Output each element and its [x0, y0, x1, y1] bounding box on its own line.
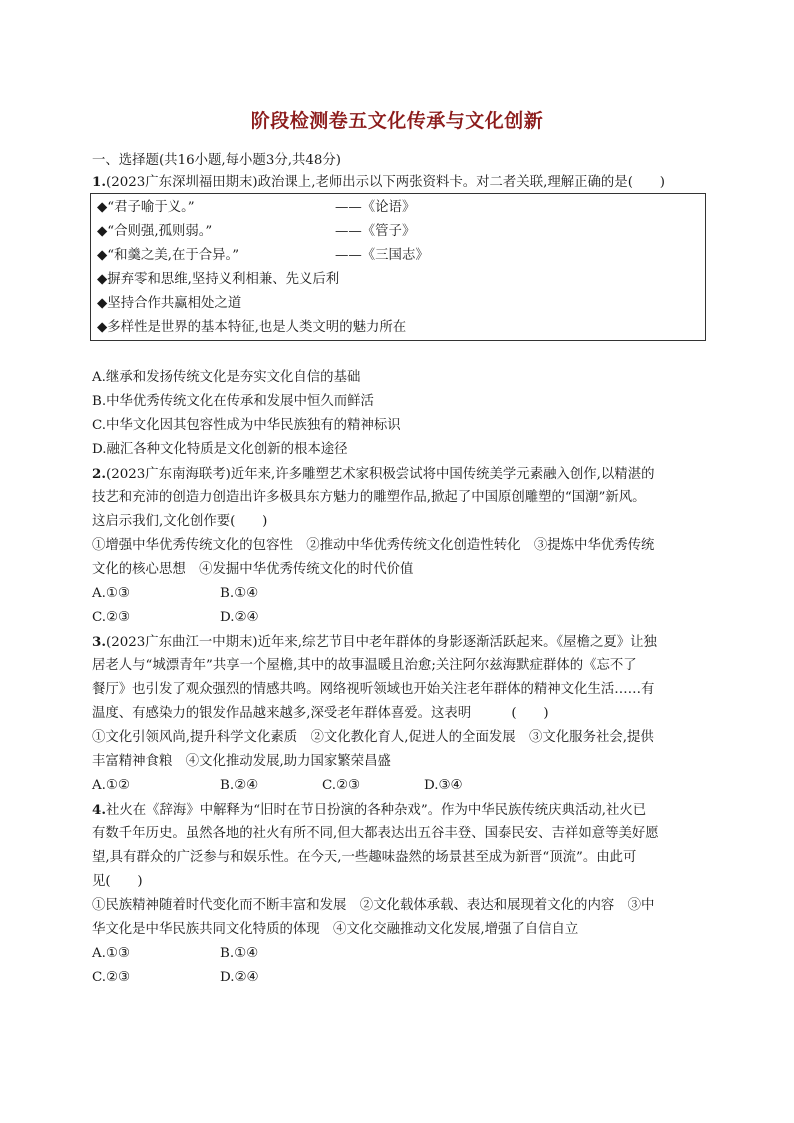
option-d: D.②④: [220, 970, 259, 985]
card-line: ◆坚持合作共赢相处之道: [97, 296, 242, 311]
statement-line: ①民族精神随着时代变化而不断丰富和发展 ②文化载体承载、表达和展现着文化的内容 ③中: [92, 898, 655, 913]
option-c: C.②③: [92, 610, 131, 625]
option-d: D.融汇各种文化特质是文化创新的根本途径: [92, 442, 348, 457]
question-text: 有数千年历史。虽然各地的社火有所不同,但大都表达出五谷丰登、国泰民安、吉祥如意等美好愿: [92, 826, 659, 841]
option-c: C.②③: [322, 778, 361, 793]
statement-line: 丰富精神食粮 ④文化推动发展,助力国家繁荣昌盛: [92, 754, 391, 769]
card-line: ◆摒弃零和思维,坚持义利相兼、先义后利: [97, 272, 340, 287]
question-text: (2023广东南海联考)近年来,许多雕塑艺术家积极尝试将中国传统美学元素融入创作,以精湛的: [105, 467, 655, 482]
option-a: A.继承和发扬传统文化是夯实文化自信的基础: [92, 370, 361, 385]
question-text: 温度、有感染力的银发作品越来越多,深受老年群体喜爱。这表明 ( ): [92, 706, 549, 721]
question-text: (2023广东曲江一中期末)近年来,综艺节目中老年群体的身影逐渐活跃起来。《屋檐之夏》让独: [105, 635, 657, 650]
question-text: 望,具有群众的广泛参与和娱乐性。在今天,一些趣味盎然的场景甚至成为新晋“顶流”。由此可: [92, 850, 637, 865]
question-text: 居老人与“城漂青年”共享一个屋檐,其中的故事温暖且治愈;关注阿尔兹海默症群体的《忘不了: [92, 658, 637, 673]
option-b: B.中华优秀传统文化在传承和发展中恒久而鲜活: [92, 394, 374, 409]
option-a: A.①③: [92, 586, 130, 601]
question-text: 这启示我们,文化创作要( ): [92, 514, 268, 529]
question-text: 社火在《辞海》中解释为“旧时在节日扮演的各种杂戏”。作为中华民族传统庆典活动,社火已: [105, 803, 647, 818]
page-title: 阶段检测卷五文化传承与文化创新: [250, 110, 544, 132]
question-text: 见( ): [92, 874, 143, 889]
material-card: [90, 193, 706, 341]
card-line: ◆“君子喻于义。” ——《论语》: [97, 200, 416, 215]
question-number: 4.: [92, 802, 106, 818]
option-b: B.①④: [220, 586, 259, 601]
question-1-stem: [92, 173, 665, 192]
question-number: 1.: [92, 174, 106, 190]
option-d: D.②④: [220, 610, 259, 625]
statement-line: 文化的核心思想 ④发掘中华优秀传统文化的时代价值: [92, 562, 414, 577]
option-d: D.③④: [424, 778, 463, 793]
question-number: 3.: [92, 634, 106, 650]
statement-line: ①增强中华优秀传统文化的包容性 ②推动中华优秀传统文化创造性转化 ③提炼中华优秀传统: [92, 538, 655, 553]
question-text: 餐厅》也引发了观众强烈的情感共鸣。网络视听领域也开始关注老年群体的精神文化生活……有: [92, 682, 655, 697]
card-line: ◆“合则强,孤则弱。” ——《管子》: [97, 224, 416, 239]
question-number: 2.: [92, 466, 106, 482]
option-b: B.②④: [220, 778, 259, 793]
statement-line: 华文化是中华民族共同文化特质的体现 ④文化交融推动文化发展,增强了自信自立: [92, 922, 579, 937]
card-line: ◆多样性是世界的基本特征,也是人类文明的魅力所在: [97, 320, 407, 335]
question-text: 技艺和充沛的创造力创造出许多极具东方魅力的雕塑作品,掀起了中国原创雕塑的“国潮”新风。: [92, 490, 646, 505]
question-3-stem: [92, 633, 657, 652]
statement-line: ①文化引领风尚,提升科学文化素质 ②文化教化育人,促进人的全面发展 ③文化服务社会,提供: [92, 730, 654, 745]
question-4-stem: [92, 801, 646, 820]
option-c: C.中华文化因其包容性成为中华民族独有的精神标识: [92, 418, 401, 433]
option-b: B.①④: [220, 946, 259, 961]
option-a: A.①③: [92, 946, 130, 961]
card-line: ◆“和羹之美,在于合异。” ——《三国志》: [97, 248, 429, 263]
question-text: (2023广东深圳福田期末)政治课上,老师出示以下两张资料卡。对二者关联,理解正确的是( ): [105, 175, 665, 190]
question-2-stem: [92, 465, 654, 484]
section-header: 一、选择题(共16小题,每小题3分,共48分): [92, 153, 342, 168]
option-a: A.①②: [92, 778, 130, 793]
option-c: C.②③: [92, 970, 131, 985]
